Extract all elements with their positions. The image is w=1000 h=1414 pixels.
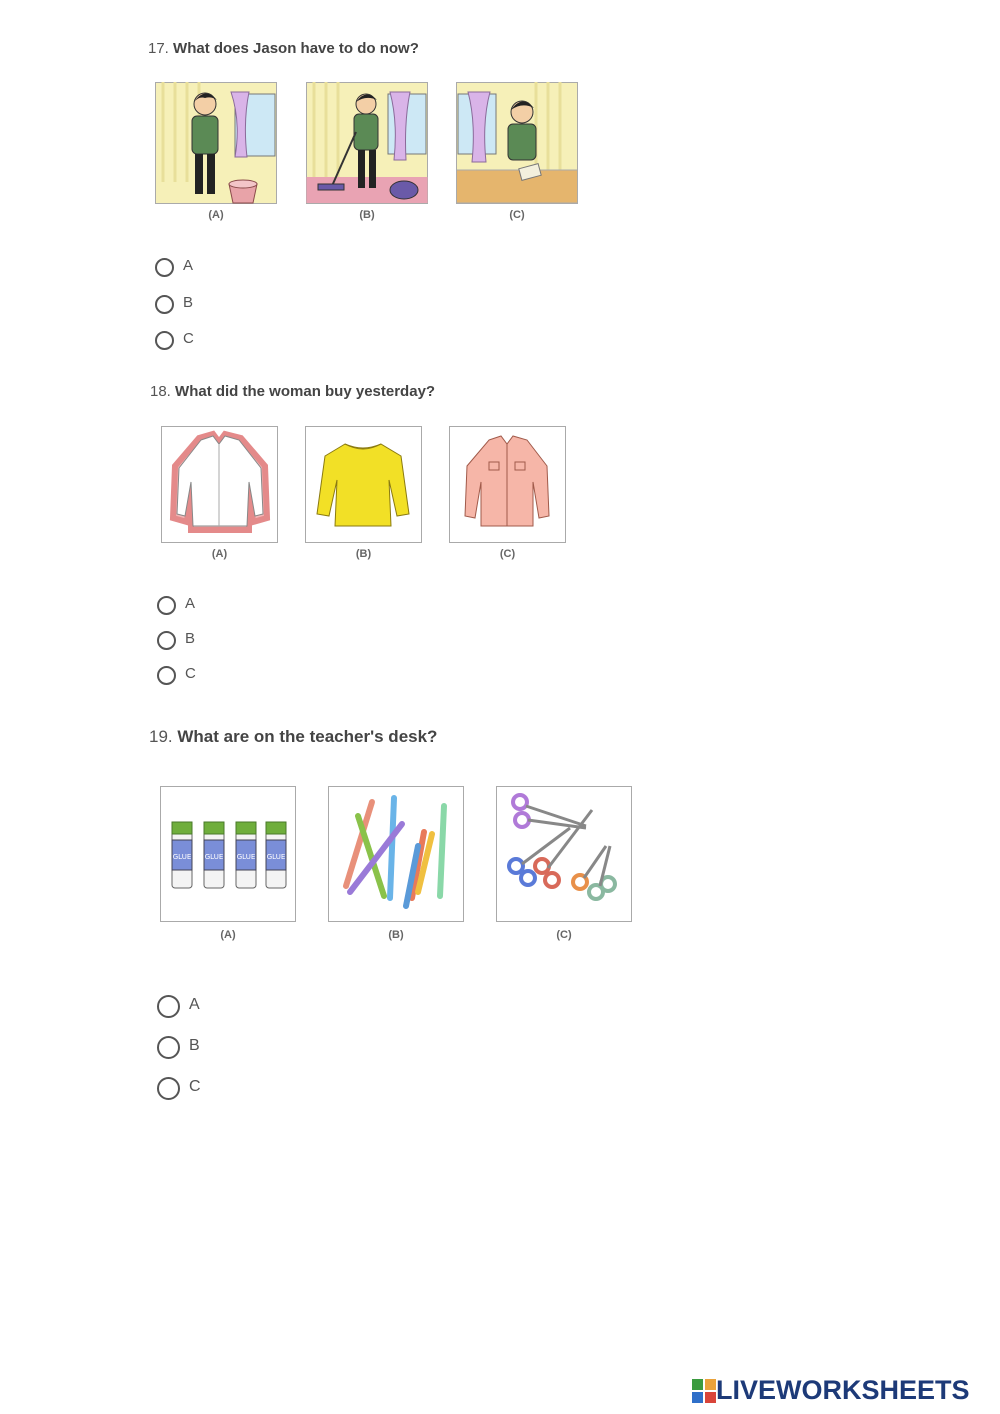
caption: (A) <box>208 209 224 221</box>
question-text: What did the woman buy yesterday? <box>175 383 436 400</box>
q18-option-b[interactable] <box>157 631 195 650</box>
caption: (C) <box>509 209 525 221</box>
caption: (C) <box>499 548 516 560</box>
q17-picture-a <box>155 82 277 204</box>
radio-button[interactable] <box>157 666 176 685</box>
q19-picture-a <box>160 786 296 922</box>
question-17-title <box>148 40 419 57</box>
q17-option-c[interactable] <box>155 331 194 350</box>
option-label: A <box>185 595 196 612</box>
glue-stick-3 <box>236 822 256 888</box>
q18-picture-c <box>449 426 566 543</box>
question-text: What does Jason have to do now? <box>173 40 419 57</box>
liveworksheets-logo-icon <box>692 1379 716 1403</box>
option-label: B <box>185 630 196 647</box>
q18-picture-a <box>161 426 278 543</box>
liveworksheets-brand: LIVEWORKSHEETS <box>716 1375 970 1405</box>
question-number: 18. <box>150 383 171 400</box>
q19-option-c[interactable] <box>157 1077 201 1100</box>
caption: (B) <box>388 929 404 941</box>
caption: (A) <box>220 929 236 941</box>
q17-option-a[interactable] <box>155 258 193 277</box>
glue-stick-4 <box>266 822 286 888</box>
radio-button[interactable] <box>155 331 174 350</box>
glue-label: GLUE <box>172 853 192 861</box>
question-number: 19. <box>149 727 173 746</box>
caption: (A) <box>211 548 228 560</box>
glue-label: GLUE <box>266 853 286 861</box>
q17-picture-c <box>456 82 578 204</box>
question-18-title <box>150 383 435 400</box>
caption: (B) <box>359 209 375 221</box>
liveworksheets-logo[interactable] <box>692 1375 970 1406</box>
glue-label: GLUE <box>204 853 224 861</box>
option-label: C <box>189 1077 201 1095</box>
q19-option-b[interactable] <box>157 1036 200 1059</box>
q19-picture-c <box>496 786 632 922</box>
q18-option-c[interactable] <box>157 666 196 685</box>
radio-button[interactable] <box>157 995 180 1018</box>
q17-picture-b <box>306 82 428 204</box>
q18-option-a[interactable] <box>157 596 195 615</box>
q18-picture-b <box>305 426 422 543</box>
glue-stick-1 <box>172 822 192 888</box>
glue-label: GLUE <box>236 853 256 861</box>
question-19-title <box>149 727 437 747</box>
radio-button[interactable] <box>157 1077 180 1100</box>
radio-button[interactable] <box>155 295 174 314</box>
option-label: B <box>183 294 194 311</box>
q19-picture-b <box>328 786 464 922</box>
caption: (B) <box>355 548 372 560</box>
question-number: 17. <box>148 40 169 57</box>
q19-option-a[interactable] <box>157 995 200 1018</box>
caption: (C) <box>556 929 572 941</box>
radio-button[interactable] <box>157 1036 180 1059</box>
question-text: What are on the teacher's desk? <box>177 727 438 746</box>
radio-button[interactable] <box>157 631 176 650</box>
radio-button[interactable] <box>155 258 174 277</box>
option-label: A <box>189 995 200 1013</box>
option-label: C <box>185 665 196 682</box>
glue-stick-2 <box>204 822 224 888</box>
q17-option-b[interactable] <box>155 295 193 314</box>
option-label: B <box>189 1036 200 1054</box>
radio-button[interactable] <box>157 596 176 615</box>
option-label: A <box>183 257 194 274</box>
option-label: C <box>183 330 194 347</box>
